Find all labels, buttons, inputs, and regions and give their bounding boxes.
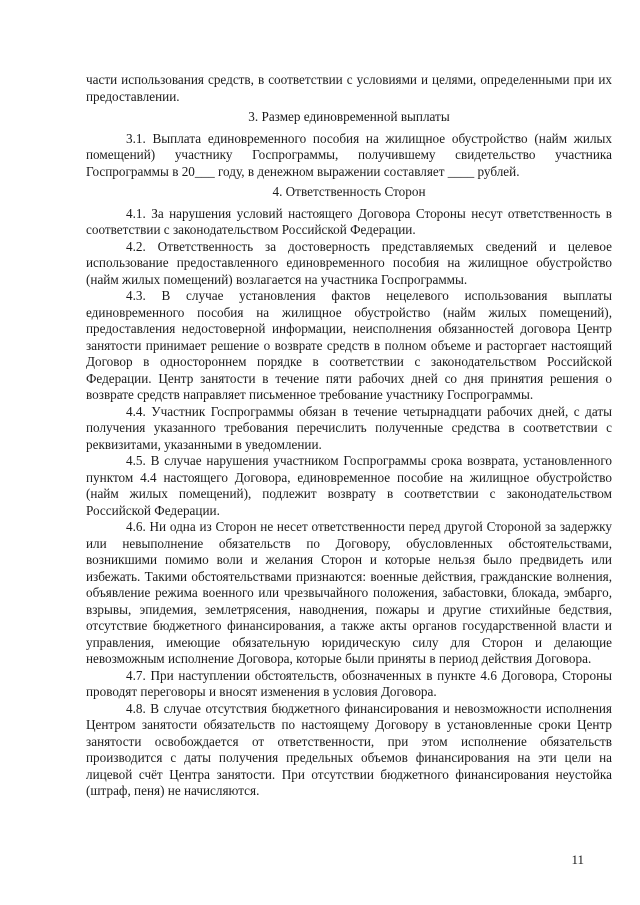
paragraph-4-8: 4.8. В случае отсутствия бюджетного финансирования и невозможности исполнения Центром занятости обязательств по настоящему Договору в установленные сроки Центр занятости освобождается от ответственности, при этом исполнение обязательств производится с даты получения предельных объемов финансирования на эти цели на лицевой счёт Центра занятости. При отсутствии бюджетного финансирования неустойка (штраф, пеня) не начисляются. <box>86 700 612 798</box>
section-3-heading: 3. Размер единовременной выплаты <box>248 109 450 124</box>
paragraph-4-1: 4.1. За нарушения условий настоящего Договора Стороны несут ответственность в соответствии с законодательством Российской Федерации. <box>86 205 612 237</box>
section-4-heading: 4. Ответственность Сторон <box>272 184 426 199</box>
page-number: 11 <box>571 852 584 867</box>
paragraph-4-3: 4.3. В случае установления фактов нецелевого использования выплаты единовременного пособия на жилищное обустройство (найм жилых помещений), предоставления недостоверной информации, неисполнения обязанностей договора Центр занятости принимает решение о возврате средств в полном объеме и расторгает настоящий Договор в одностороннем порядке в соответствии с законодательством Российской Федерации. Центр занятости в течение пяти рабочих дней со дня принятия решения о возврате средств направляет письменное требование участнику Госпрограммы. <box>86 288 612 402</box>
document-body <box>86 72 612 800</box>
paragraph-4-6: 4.6. Ни одна из Сторон не несет ответственности перед другой Стороной за задержку или невыполнение обязательств по Договору, обусловленных обстоятельствами, возникшими помимо воли и желания Сторон и которые нельзя было предвидеть или избежать. Такими обстоятельствами признаются: военные действия, гражданские волнения, объявление режима военного или чрезвычайного положения, забастовки, блокада, эмбарго, взрывы, эпидемия, землетрясения, наводнения, пожары и другие стихийные бедствия, отсутствие бюджетного финансирования, а также акты органов государственной власти и управления, имеющие обязательную юридическую силу для Сторон и делающие невозможным исполнение Договора, которые были приняты в период действия Договора. <box>86 519 612 666</box>
intro-paragraph: части использования средств, в соответствии с условиями и целями, определенными при их предоставлении. <box>86 72 612 104</box>
paragraph-4-7: 4.7. При наступлении обстоятельств, обозначенных в пункте 4.6 Договора, Стороны проводят переговоры и вносят изменения в условия Договора. <box>86 667 612 699</box>
paragraph-3-1: 3.1. Выплата единовременного пособия на жилищное обустройство (найм жилых помещений) участнику Госпрограммы, получившему свидетельство участника Госпрограммы в 20___ году, в денежном выражении составляет ____ рублей. <box>86 130 612 179</box>
paragraph-4-2: 4.2. Ответственность за достоверность представляемых сведений и целевое использование предоставленного единовременного пособия на жилищное обустройство (найм жилых помещений) возлагается на участника Госпрограммы. <box>86 238 612 287</box>
paragraph-4-4: 4.4. Участник Госпрограммы обязан в течение четырнадцати рабочих дней, с даты получения указанного требования перечислить полученные средства в соответствии с реквизитами, указанными в уведомлении. <box>86 403 612 452</box>
paragraph-4-5: 4.5. В случае нарушения участником Госпрограммы срока возврата, установленного пунктом 4.4 настоящего Договора, единовременное пособие на жилищное обустройство (найм жилых помещений), подлежит возврату в соответствии с законодательством Российской Федерации. <box>86 453 612 518</box>
